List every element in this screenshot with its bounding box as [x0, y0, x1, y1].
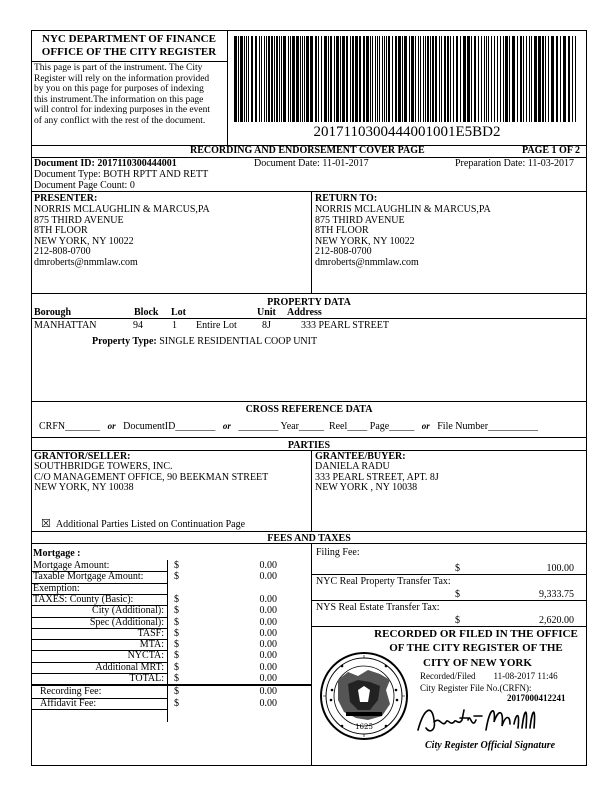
barcode-bar	[418, 36, 419, 122]
fee-amount: 0.00	[259, 605, 277, 617]
barcode-bar	[352, 36, 354, 122]
barcode-bar	[488, 36, 489, 122]
barcode-bar	[453, 36, 454, 122]
barcode-bar	[512, 36, 515, 122]
col-block: Block	[134, 307, 159, 318]
barcode-bar	[486, 36, 487, 122]
barcode-bar	[310, 36, 313, 122]
fee-label: MTA:	[139, 639, 164, 651]
filing-fee-dollar: $	[455, 563, 460, 574]
barcode-bar	[366, 36, 369, 122]
preparation-date: Preparation Date: 11-03-2017	[455, 158, 575, 169]
barcode-bar	[288, 36, 289, 122]
fee-dollar-sign: $	[174, 650, 179, 662]
barcode-bar	[481, 36, 482, 122]
seal-year: 1625	[355, 723, 373, 731]
fee-label: Spec (Additional):	[89, 616, 164, 628]
barcode-bar	[456, 36, 458, 122]
barcode-bar	[283, 36, 286, 122]
barcode-bar	[444, 36, 446, 122]
recorded-line1: RECORDED OR FILED IN THE OFFICE	[374, 628, 578, 640]
barcode-bar	[427, 36, 429, 122]
document-date: Document Date: 11-01-2017	[254, 158, 369, 169]
fee-dollar-sign: $	[174, 686, 179, 698]
barcode-bar	[304, 36, 305, 122]
fee-label: Exemption:	[33, 582, 80, 594]
crfn-label: City Register File No.(CRFN):	[420, 683, 532, 693]
fee-amount: 0.00	[259, 616, 277, 628]
barcode-bar	[534, 36, 537, 122]
barcode-bar	[234, 36, 237, 122]
fee-dollar-sign: $	[174, 560, 179, 571]
borough-value: MANHATTAN	[34, 320, 97, 331]
fee-label: Affidavit Fee:	[40, 697, 97, 709]
return-to-label: RETURN TO:	[315, 193, 378, 204]
barcode-number: 2017110300444001001E5BD2	[313, 124, 501, 140]
notice-line: this instrument.The information on this page	[34, 94, 204, 105]
barcode-bar	[423, 36, 424, 122]
grantor-line: C/O MANAGEMENT OFFICE, 90 BEEKMAN STREET	[34, 471, 269, 483]
barcode-bar	[281, 36, 282, 122]
fee-dollar-sign: $	[174, 697, 179, 709]
fee-dollar-sign: $	[174, 627, 179, 639]
barcode-bar	[290, 36, 291, 122]
barcode-bar	[350, 36, 351, 122]
grantor-line: SOUTHBRIDGE TOWERS, INC.	[34, 461, 173, 472]
barcode-bar	[386, 36, 387, 122]
fee-table-border	[31, 560, 32, 722]
barcode-bar	[415, 36, 416, 122]
return-to-line: dmroberts@nmmlaw.com	[315, 256, 419, 268]
barcode-bar	[523, 36, 524, 122]
fee-amount: 0.00	[259, 627, 277, 639]
barcode-bar	[340, 36, 341, 122]
header-notice	[34, 63, 210, 127]
barcode-bar	[274, 36, 275, 122]
property-type: Property Type: SINGLE RESIDENTIAL COOP UNIT	[92, 336, 318, 347]
recorded-filed: Recorded/Filed 11-08-2017 11:46	[420, 671, 558, 681]
barcode-bar	[425, 36, 426, 122]
recorded-line3: CITY OF NEW YORK	[423, 657, 532, 669]
presenter-address	[34, 205, 210, 269]
presenter-line: NEW YORK, NY 10022	[34, 235, 134, 247]
return-to-line: NEW YORK, NY 10022	[315, 235, 415, 247]
barcode-bar	[556, 36, 558, 122]
fee-dollar-sign: $	[174, 571, 179, 583]
fee-amount: 0.00	[259, 593, 277, 605]
barcode-bar	[259, 36, 260, 122]
barcode-bar	[474, 36, 476, 122]
barcode-bar	[545, 36, 546, 122]
agency-name: NYC DEPARTMENT OF FINANCE OFFICE OF THE CITY REGISTER	[41, 33, 217, 58]
barcode-bar	[439, 36, 440, 122]
page-indicator: PAGE 1 OF 2	[522, 145, 581, 156]
nys-rett-amount: 2,620.00	[539, 615, 574, 626]
barcode-bar	[306, 36, 309, 122]
fee-amount: 0.00	[259, 571, 277, 583]
address-value: 333 PEARL STREET	[301, 320, 389, 331]
col-borough: Borough	[34, 307, 72, 318]
barcode-bar	[568, 36, 570, 122]
fee-label: Taxable Mortgage Amount:	[33, 571, 144, 583]
nys-rett-dollar: $	[455, 615, 460, 626]
barcode-bar	[560, 36, 561, 122]
nys-rett-label: NYS Real Estate Transfer Tax:	[316, 602, 440, 613]
fee-label: Additional MRT:	[95, 661, 164, 673]
barcode-bar	[334, 36, 335, 122]
barcode-bar	[382, 36, 383, 122]
barcode-bar	[268, 36, 270, 122]
barcode-bar	[318, 36, 319, 122]
barcode-bar	[388, 36, 390, 122]
barcode-bar	[563, 36, 566, 122]
barcode-bar	[491, 36, 492, 122]
barcode-bar	[266, 36, 267, 122]
fee-amount: 0.00	[259, 560, 277, 571]
barcode-bar	[271, 36, 273, 122]
notice-line: by you on this page for purposes of indexing	[34, 84, 204, 95]
barcode-bar	[264, 36, 265, 122]
presenter-line: 8TH FLOOR	[34, 225, 88, 237]
lot-value: 1	[172, 320, 177, 331]
barcode-bar	[526, 36, 527, 122]
grantee-line: DANIELA RADU	[315, 461, 390, 472]
barcode-bar	[500, 36, 501, 122]
barcode-bar	[240, 36, 243, 122]
barcode-bar	[575, 36, 576, 122]
notice-line: This page is part of the instrument. The City	[34, 63, 203, 73]
barcode-bar	[551, 36, 554, 122]
barcode	[232, 36, 582, 124]
barcode-bar	[359, 36, 361, 122]
filing-fee-label: Filing Fee:	[316, 547, 360, 558]
barcode-bar	[302, 36, 303, 122]
barcode-bar	[346, 36, 348, 122]
fee-amount: 0.00	[259, 686, 277, 698]
barcode-bar	[336, 36, 339, 122]
barcode-bar	[300, 36, 301, 122]
return-to-line: NORRIS MCLAUGHLIN & MARCUS,PA	[315, 204, 491, 215]
barcode-bar	[503, 36, 504, 122]
barcode-bar	[404, 36, 407, 122]
barcode-bar	[467, 36, 470, 122]
barcode-bar	[372, 36, 373, 122]
fee-amount: 0.00	[259, 697, 277, 709]
notice-line: of any conflict with the rest of the document.	[34, 115, 206, 126]
barcode-bar	[517, 36, 518, 122]
fee-label: TASF:	[137, 627, 164, 639]
entire-lot: Entire Lot	[196, 320, 237, 331]
barcode-bar	[370, 36, 371, 122]
grantee-line: 333 PEARL STREET, APT. 8J	[315, 471, 439, 483]
fee-dollar-sign: $	[174, 661, 179, 673]
official-signature	[410, 700, 560, 740]
barcode-bar	[441, 36, 442, 122]
presenter-line: 212-808-0700	[34, 246, 91, 258]
grantee-label: GRANTEE/BUYER:	[315, 451, 406, 462]
city-seal	[318, 650, 410, 742]
barcode-bar	[430, 36, 431, 122]
mortgage-heading: Mortgage :	[33, 548, 81, 559]
crfn-value: 2017000412241	[507, 693, 566, 703]
barcode-bar	[450, 36, 451, 122]
barcode-bar	[398, 36, 401, 122]
cross-ref-fields: CRFN_______ or DocumentID________ or ________ Year_____ Reel____ Page_____ or File Number__________	[39, 421, 539, 432]
barcode-bar	[276, 36, 278, 122]
barcode-bar	[471, 36, 472, 122]
grantee-line: NEW YORK , NY 10038	[315, 482, 418, 494]
document-type: Document Type: BOTH RPTT AND RETT	[34, 169, 209, 180]
barcode-bar	[384, 36, 385, 122]
barcode-bar	[246, 36, 247, 122]
barcode-bar	[463, 36, 466, 122]
barcode-bar	[531, 36, 532, 122]
barcode-bar	[505, 36, 508, 122]
fee-dollar-sign: $	[174, 673, 179, 684]
barcode-bar	[392, 36, 393, 122]
grantor-line: NEW YORK, NY 10038	[34, 482, 134, 494]
presenter-line: dmroberts@nmmlaw.com	[34, 256, 138, 268]
fee-amount: 0.00	[259, 673, 277, 684]
fee-dollar-sign: $	[174, 639, 179, 651]
fee-row-divider	[31, 709, 167, 710]
barcode-bar	[342, 36, 345, 122]
fee-amount: 0.00	[259, 661, 277, 673]
fee-amount: 0.00	[259, 650, 277, 662]
return-to-line: 8TH FLOOR	[315, 225, 369, 237]
grantor-label: GRANTOR/SELLER:	[34, 451, 131, 462]
barcode-bar	[363, 36, 365, 122]
barcode-bar	[497, 36, 498, 122]
grantee-lines	[315, 462, 439, 494]
unit-value: 8J	[262, 320, 271, 331]
barcode-bar	[420, 36, 421, 122]
recorded-line2: OF THE CITY REGISTER OF THE	[389, 642, 563, 654]
barcode-bar	[447, 36, 449, 122]
barcode-bar	[494, 36, 495, 122]
parties-title: PARTIES	[287, 440, 331, 451]
return-to-line: 212-808-0700	[315, 246, 372, 258]
barcode-bar	[542, 36, 544, 122]
fee-label: Mortgage Amount:	[33, 560, 110, 571]
checkbox[interactable]: ☒	[41, 518, 51, 530]
return-to-address	[315, 205, 491, 269]
presenter-label: PRESENTER:	[34, 193, 98, 204]
grantor-lines	[34, 462, 268, 494]
barcode-bar	[279, 36, 280, 122]
nyc-rptt-amount: 9,333.75	[539, 589, 574, 600]
barcode-bar	[520, 36, 522, 122]
property-title: PROPERTY DATA	[267, 297, 351, 308]
fee-label: TOTAL:	[129, 673, 164, 684]
block-value: 94	[133, 320, 143, 331]
nyc-rptt-dollar: $	[455, 589, 460, 600]
barcode-bar	[395, 36, 397, 122]
fee-dollar-sign: $	[174, 616, 179, 628]
barcode-bar	[328, 36, 329, 122]
barcode-bar	[375, 36, 376, 122]
barcode-bar	[261, 36, 262, 122]
col-unit: Unit	[257, 307, 276, 318]
barcode-bar	[292, 36, 295, 122]
fee-dollar-sign: $	[174, 605, 179, 617]
barcode-bar	[484, 36, 485, 122]
cover-title: RECORDING AND ENDORSEMENT COVER PAGE	[190, 145, 425, 156]
presenter-line: 875 THIRD AVENUE	[34, 214, 124, 226]
barcode-bar	[330, 36, 332, 122]
document-id: Document ID: 2017110300444001	[34, 158, 177, 169]
notice-line: Register will rely on the information provided	[34, 73, 210, 84]
barcode-bar	[377, 36, 378, 122]
barcode-bar	[409, 36, 410, 122]
additional-parties: ☒ Additional Parties Listed on Continuation Page	[41, 518, 246, 530]
return-to-line: 875 THIRD AVENUE	[315, 214, 405, 226]
barcode-bar	[460, 36, 461, 122]
fee-label: TAXES: County (Basic):	[33, 593, 134, 605]
barcode-bar	[324, 36, 327, 122]
page-count: Document Page Count: 0	[34, 180, 135, 191]
cross-ref-title: CROSS REFERENCE DATA	[245, 404, 373, 415]
barcode-bar	[548, 36, 549, 122]
nyc-rptt-label: NYC Real Property Transfer Tax:	[316, 576, 451, 587]
barcode-bar	[355, 36, 358, 122]
notice-line: will control for indexing purposes in the event	[34, 105, 210, 116]
fee-amount: 0.00	[259, 639, 277, 651]
fee-label: City (Additional):	[92, 605, 164, 617]
barcode-bar	[251, 36, 253, 122]
col-lot: Lot	[171, 307, 186, 318]
fee-label: Recording Fee:	[40, 686, 102, 698]
barcode-bar	[379, 36, 380, 122]
barcode-bar	[529, 36, 530, 122]
barcode-bar	[435, 36, 437, 122]
barcode-bar	[538, 36, 541, 122]
barcode-bar	[402, 36, 403, 122]
barcode-bar	[509, 36, 510, 122]
fees-title: FEES AND TAXES	[267, 533, 351, 544]
barcode-bar	[248, 36, 249, 122]
fee-dollar-sign: $	[174, 593, 179, 605]
barcode-bar	[315, 36, 317, 122]
col-address: Address	[287, 307, 322, 318]
barcode-bar	[411, 36, 414, 122]
barcode-bar	[238, 36, 239, 122]
barcode-bar	[296, 36, 299, 122]
signature-caption: City Register Official Signature	[425, 740, 556, 751]
barcode-bar	[478, 36, 479, 122]
presenter-line: NORRIS MCLAUGHLIN & MARCUS,PA	[34, 204, 210, 215]
barcode-bar	[244, 36, 245, 122]
barcode-bar	[321, 36, 322, 122]
barcode-bar	[255, 36, 257, 122]
filing-fee-amount: 100.00	[546, 563, 574, 574]
fee-label: NYCTA:	[127, 650, 164, 662]
barcode-bar	[572, 36, 573, 122]
barcode-bar	[432, 36, 434, 122]
